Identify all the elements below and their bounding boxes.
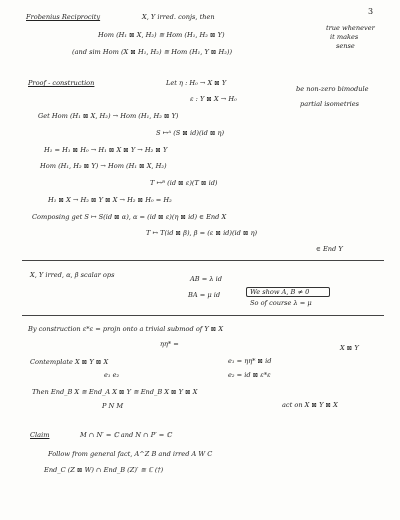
frobenius-note-line2: it makes <box>330 33 359 41</box>
frobenius-eq1: Hom (H₁ ⊠ X, H₂) ≅ Hom (H₁, H₂ ⊠ Y) <box>98 31 225 39</box>
construction-line: By construction ε*ε = projn onto a trivial submod of Y ⊠ X <box>28 325 224 333</box>
proof-end-y: ∈ End Y <box>316 245 343 253</box>
then-line: Then End_B X ≅ End_A X ⊠ Y ≅ End_B X ⊠ Y ⊠ X <box>32 388 198 396</box>
proof-composing: Composing get S ↦ S(id ⊠ α), α = (id ⊠ ε)(η ⊠ id) ∈ End X <box>32 213 227 221</box>
proof-let-eta: Let η : H₀ → X ⊠ Y <box>166 79 227 87</box>
construction-eta: ηη* = <box>160 340 179 348</box>
frobenius-heading: Frobenius Reciprocity <box>26 13 101 21</box>
proof-hom-reverse: Hom (H₁, H₂ ⊠ Y) → Hom (H₁ ⊠ X, H₂) <box>40 162 167 170</box>
frobenius-eq2: (and sim Hom (X ⊠ H₁, H₂) ≅ Hom (H₁, Y ⊠ H₂)) <box>72 48 233 56</box>
proof-h1-chain: H₁ = H₁ ⊠ H₀ → H₁ ⊠ X ⊠ Y → H₂ ⊠ Y <box>44 146 168 154</box>
proof-let-epsilon: ε : Y ⊠ X → H₀ <box>190 95 237 103</box>
proof-get: Get Hom (H₁ ⊠ X, H₂) → Hom (H₁, H₂ ⊠ Y) <box>38 112 179 120</box>
claim-statement: M ∩ N′ = ℂ and N ∩ P′ = ℂ <box>80 431 172 439</box>
scalar-conclusion: So of course λ = μ <box>250 299 312 307</box>
frobenius-premise: X, Y irred. conjs, then <box>142 13 215 21</box>
proof-let-note2: partial isometries <box>300 100 360 108</box>
proof-map-a: S ↦ᴬ (S ⊠ id)(id ⊠ η) <box>156 129 225 137</box>
contemplate-e1: e₁ = ηη* ⊠ id <box>228 357 272 365</box>
scalar-ba: BA = μ id <box>188 291 221 299</box>
frobenius-note-line1: true whenever <box>326 24 375 32</box>
frobenius-note-line3: sense <box>336 42 355 50</box>
claim-end: End_C (Z ⊠ W) ∩ End_B (Z)′ ≅ ℂ (†) <box>44 466 164 474</box>
boxed-claim: We show A, B ≠ 0 <box>250 288 310 296</box>
scalar-ab: AB = λ id <box>190 275 222 283</box>
contemplate-e2: e₂ = id ⊠ ε*ε <box>228 371 271 379</box>
proof-map-b: T ↦ᴮ (id ⊠ ε)(T ⊠ id) <box>150 179 218 187</box>
scalar-premise: X, Y irred, α, β scalar ops <box>30 271 115 279</box>
contemplate-line: Contemplate X ⊠ Y ⊠ X <box>30 358 109 366</box>
claim-follow: Follow from general fact, A^Z B and irred A W C <box>48 450 213 458</box>
proof-let-note1: be non-zero bimodule <box>296 85 369 93</box>
then-act: act on X ⊠ Y ⊠ X <box>282 401 338 409</box>
proof-heading: Proof - construction <box>28 79 95 87</box>
then-letters: P N M <box>102 402 124 410</box>
page-number: 3 <box>368 7 374 16</box>
proof-h2-chain: H₁ ⊠ X → H₂ ⊠ Y ⊠ X → H₂ ⊠ H₀ = H₂ <box>48 196 172 204</box>
proof-composing-t: T ↦ T(id ⊠ β), β = (ε ⊠ id)(id ⊠ η) <box>146 229 258 237</box>
divider-2 <box>22 315 384 316</box>
claim-heading: Claim <box>30 431 50 439</box>
divider-1 <box>22 260 384 261</box>
construction-xy: X ⊠ Y <box>340 344 359 352</box>
contemplate-e-labels: e₁ e₂ <box>104 371 120 379</box>
